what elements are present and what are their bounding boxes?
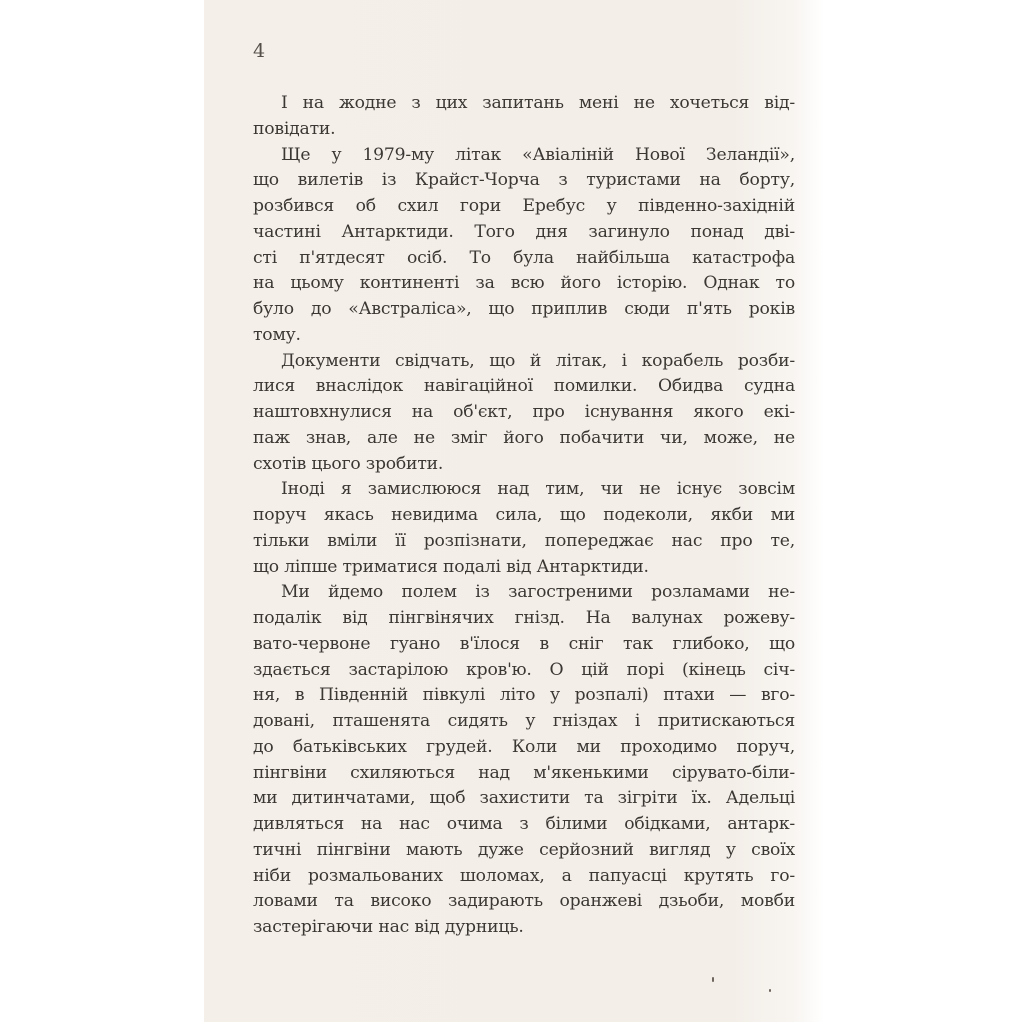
text-line: паж знав, але не зміг його побачити чи, може, не — [253, 427, 795, 448]
text-line: ніби розмальованих шоломах, а папуасці крутять го- — [253, 865, 795, 886]
text-line: подалік від пінгвінячих гнізд. На валунах рожеву- — [253, 608, 795, 628]
text-line: що ліпше триматися подалі від Антарктиди. — [253, 556, 649, 577]
text-line: наштовхнулися на об'єкт, про існування якого екі- — [253, 402, 795, 422]
text-line: пінгвіни схиляються над м'якенькими сірувато-біли- — [253, 762, 795, 783]
text-line: тільки вміли її розпізнати, попереджає нас про те, — [253, 530, 795, 551]
paragraph-3 — [253, 349, 795, 478]
paper-speck — [712, 977, 714, 982]
paragraph-4 — [253, 477, 795, 580]
text-line: частині Антарктиди. Того дня загинуло понад дві- — [253, 221, 795, 242]
text-line: ловами та високо задирають оранжеві дзьоби, мовби — [253, 891, 795, 912]
text-line: Іноді я замислююся над тим, чи не існує зовсім — [281, 479, 795, 500]
text-line: дивляться на нас очима з білими обідками, антарк- — [253, 814, 795, 834]
text-line: поруч якась невидима сила, що подеколи, якби ми — [253, 505, 795, 525]
text-line: довані, пташенята сидять у гніздах і притискаються — [253, 711, 795, 731]
text-line: тому. — [253, 324, 301, 345]
text-line: Ми йдемо полем із загостреними розламами не- — [281, 582, 795, 603]
text-line: сті п'ятдесят осіб. То була найбільша катастрофа — [253, 247, 795, 268]
text-line: розбився об схил гори Еребус у південно-західній — [253, 196, 795, 216]
book-page — [204, 0, 824, 1022]
text-line: Ще у 1979-му літак «Авіаліній Нової Зеландії», — [281, 144, 795, 165]
paragraph-5 — [253, 580, 795, 941]
text-line: застерігаючи нас від дурниць. — [253, 917, 524, 937]
page-number: 4 — [253, 40, 266, 62]
text-line: здається застарілою кров'ю. О цій порі (кінець січ- — [253, 659, 795, 680]
text-line: до батьківських грудей. Коли ми проходимо поруч, — [253, 736, 795, 757]
paragraph-1 — [253, 91, 795, 143]
paper-speck — [769, 989, 771, 992]
text-line: тичні пінгвіни мають дуже серйозний вигляд у своїх — [253, 839, 795, 860]
text-line: вато-червоне гуано в'їлося в сніг так глибоко, що — [253, 633, 795, 654]
text-line: було до «Австраліса», що приплив сюди п'ять років — [253, 299, 795, 319]
text-line: ми дитинчатами, щоб захистити та зігріти їх. Адельці — [253, 788, 795, 809]
text-line: ня, в Південній півкулі літо у розпалі) птахи — вго- — [253, 685, 795, 706]
text-line: що вилетів із Крайст-Чорча з туристами на борту, — [253, 170, 795, 191]
paragraph-2 — [253, 143, 795, 349]
text-line: Документи свідчать, що й літак, і корабель розби- — [281, 350, 795, 371]
text-line: лися внаслідок навігаційної помилки. Обидва судна — [253, 376, 795, 397]
body-text — [253, 91, 795, 941]
text-line: схотів цього зробити. — [253, 453, 444, 474]
text-line: І на жодне з цих запитань мені не хочеться від- — [281, 93, 795, 113]
text-line: на цьому континенті за всю його історію. Однак то — [253, 273, 795, 294]
text-line: повідати. — [253, 118, 336, 139]
